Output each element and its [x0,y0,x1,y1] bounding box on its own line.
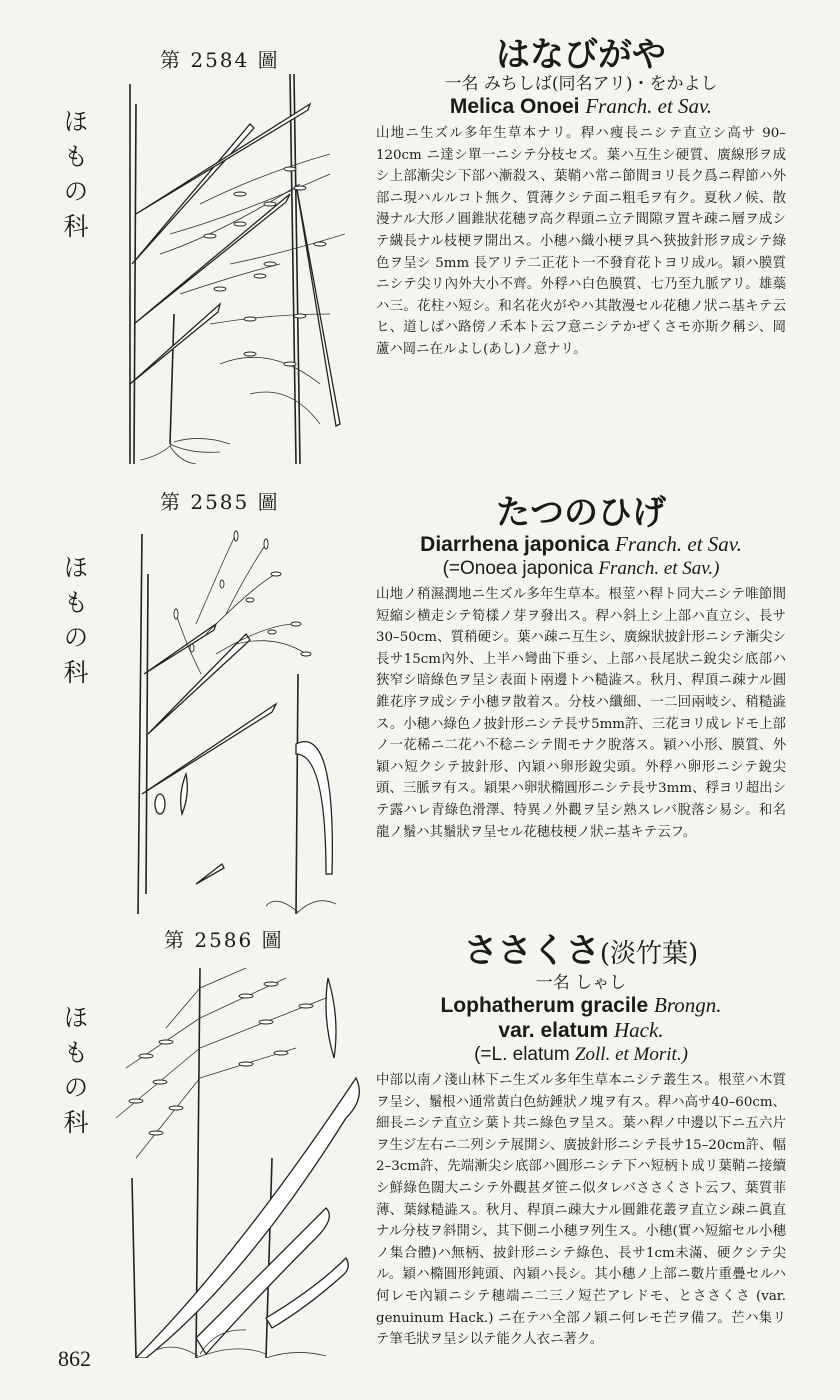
scientific-name [376,532,786,557]
synonym [376,557,786,580]
entry-2585 [0,470,840,910]
entry-text [376,36,786,361]
synonym-author: Franch. et Sav.) [598,558,720,579]
family-label: ほもの科 [60,1004,89,1144]
family-label: ほもの科 [60,554,89,694]
page-number: 862 [58,1346,91,1371]
alternate-names: 一名 みちしば(同名アリ)・をかよし [444,74,718,94]
genus-species: Diarrhena japonica [420,533,610,556]
family-label: ほもの科 [60,108,89,248]
entry-text [376,932,786,1351]
figure-label: 第 2584 圖 [160,48,280,72]
alternate-names: 一名 しゃし [535,973,627,993]
description: 山地ノ稍濕潤地ニ生ズル多年生草本。根莖ハ稈ト同大ニシテ唯節間短縮シ横走シテ筍樣ノ芽ヲ發出ス。稈ハ斜上シ上部ハ直立シ、長サ 30–50cm、質稍硬シ。葉ハ疎ニ互生シ、廣線狀披針形ニシテ漸尖シ長サ15cm內外、上半ハ彎曲下垂シ、上部ハ長尾狀ニ銳尖シ底部ハ狹窄シ暗綠色ヲ呈シ表面ト兩邊トハ糙澁ス。秋月、稈頂ニ疎ナル圓錐花序ヲ成シテ小穗ヲ散着ス。分枝ハ纖細、一二回兩岐シ、稍糙澁ス。小穗ハ綠色ノ披針形ニシテ長サ5mm許、三花ヨリ成レドモ上部ノ一花稀ニ二花ハ不稔ニシテ間モナク脫落ス。穎ハ小形、膜質、外穎ハ短クシテ披針形、內穎ハ卵形銳尖頭。外稃ハ卵形ニシテ銳尖頭、三脈ヲ有ス。穎果ハ卵狀橢圓形ニシテ長サ3mm、稃ヨリ超出シテ露ハレ青綠色滑澤、特異ノ外觀ヲ呈シ熟スレバ脫落シ易シ。和名龍ノ鬚ハ其鬚狀ヲ呈セル花穗枝梗ノ狀ニ基キテ云フ。 [376,587,786,840]
author: Franch. et Sav. [585,94,713,118]
description: 山地ニ生ズル多年生草本ナリ。稈ハ痩長ニシテ直立シ高サ 90–120cm ニ達シ單一ニシテ分枝セズ。葉ハ互生シ硬質、廣線形ヲ成シ上部漸尖シ下部ハ漸殺ス、葉鞘ハ常ニ節間ヨリ長ク爲ニ稈節ハ外部ニ現ハルルコト無ク、質薄クシテ面ニ粗毛ヲ有ク。夏秋ノ候、散漫ナル大形ノ圓錐狀花穗ヲ高ク稈頭ニ立テ間隙ヲ置キ疎ニ層ヲ成シテ繊長ナル枝梗ヲ開出ス。小穗ハ織小梗ヲ具ヘ狹披針形ヲ成シテ綠色ヲ呈シ 5mm 長アリテ二正花ト一不發育花トヨリ成ル。穎ハ膜質ニシテ尖リ內外大小不齊。外稃ハ白色膜質、七乃至九脈アリ。雄蘂ハ三。花柱ハ短シ。和名花火がやハ其散漫セル花穗ノ狀ニ基キテ云ヒ、道しばハ路傍ノ禾本ト云フ意ニシテかぜくさモ亦斯ク稱シ、岡蘆ハ岡ニ在ルよし(あし)ノ意ナリ。 [376,126,786,357]
japanese-name-kana: ささくさ [463,931,600,971]
figure-label: 第 2585 圖 [160,490,280,514]
genus-species: Melica Onoei [449,95,580,118]
japanese-name [376,494,786,532]
japanese-name-kana: はなびがや [496,35,666,75]
synonym-author: Zoll. et Morit.) [574,1044,688,1065]
scientific-name-variety [376,1018,786,1043]
entry-2586 [0,910,840,1350]
japanese-name [376,36,786,74]
plant-illustration-diarrhena [126,514,356,914]
figure-label: 第 2586 圖 [164,928,284,952]
scientific-name [376,94,786,119]
japanese-name [376,932,786,973]
spikelet-detail [181,774,188,814]
grain-detail [155,794,165,814]
plant-illustration-lophatherum [96,958,362,1358]
variety: var. elatum [498,1019,609,1042]
plant-illustration-melica [100,64,360,464]
genus-species: Lophatherum gracile [440,994,649,1017]
author: Franch. et Sav. [615,532,742,556]
synonym-name: (=L. elatum [474,1044,570,1065]
variety-author: Hack. [614,1018,664,1042]
japanese-name-kana: たつのひげ [496,493,666,533]
spikelet-detail [326,978,336,1058]
japanese-name-kanji: (淡竹葉) [599,939,699,969]
description: 中部以南ノ淺山林下ニ生ズル多年生草本ニシテ叢生ス。根莖ハ木質ヲ呈シ、鬚根ハ通常黃白色紡錘狀ノ塊ヲ有ス。稈ハ高サ40–60cm、細長ニシテ直立シ葉ト共ニ綠色ヲ呈ス。葉ハ稈ノ中邊以下ニ五六片ヲ生ジ左右ニ二列シテ展開シ、廣披針形ニシテ長サ15–20cm許、幅2–3cm許、先端漸尖シ底部ハ圓形ニシテ下ハ短柄ト成リ葉鞘ニ接續シ鮮綠色闊大ニシテ外觀甚ダ笹ニ似タレバささくさト云フ、葉質菲薄、葉縁糙澁ス。秋月、稈頂ニ疎大ナル圓錐花叢ヲ直立シ疎ニ眞直ナル分枝ヲ斜開シ、其下側ニ小穗ヲ列生ス。小穗(實ハ短縮セル小穗ノ集合體)ハ無柄、披針形ニシテ綠色、長サ1cm未滿、硬クシテ尖ル。穎ハ橢圓形鈍頭、內穎ハ長シ。其小穗ノ上部ニ數片重疊セルハ何レモ內穎ニシテ穗端ニ二三ノ短芒アレドモ、とささくさ (var. genuinum Hack.) ニ在テハ全部ノ穎ニ何レモ芒ヲ備フ。芒ハ集リテ筆毛狀ヲ呈シ以テ能ク人衣ニ著ク。 [376,1073,786,1348]
entry-text [376,494,786,843]
synonym-name: (=Onoea japonica [442,558,594,579]
synonym [376,1043,786,1066]
entry-2584 [0,0,840,470]
author: Brongn. [654,993,722,1017]
scientific-name [376,993,786,1018]
lemma-detail [196,864,224,884]
